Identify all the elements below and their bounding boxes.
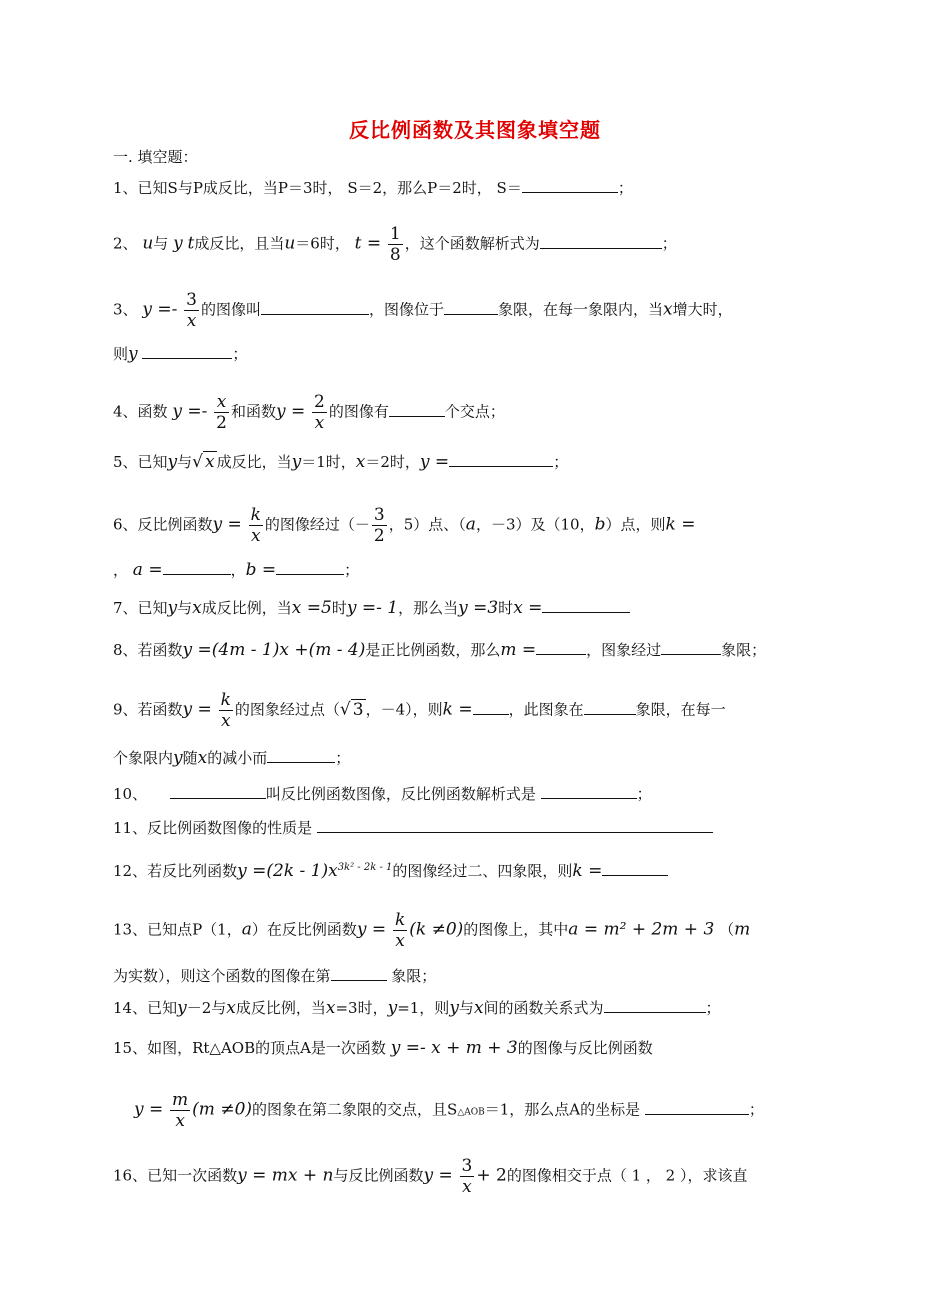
var-y: y xyxy=(167,598,178,618)
answer-blank xyxy=(317,816,713,833)
q1-end: ； xyxy=(617,179,633,197)
y-eq: y = xyxy=(423,1165,453,1186)
numerator: 2 xyxy=(314,392,325,412)
q7-text-f: 时 xyxy=(498,599,514,617)
answer-blank xyxy=(522,176,618,193)
q6-text-e: ）点，则 xyxy=(605,515,666,534)
q13-text-d: （ xyxy=(719,920,735,939)
q6-text-a: 6、反比例函数 xyxy=(113,515,213,534)
q3-text-d: 象限，在每一象限内，当 xyxy=(497,300,663,319)
q4-text-b: 和函数 xyxy=(230,402,276,421)
denominator: x xyxy=(250,526,261,546)
fraction-3-x xyxy=(460,1156,475,1197)
q14-text-c: 成反比例，当 xyxy=(235,999,326,1017)
answer-blank xyxy=(540,232,662,249)
plus-two: + 2 xyxy=(476,1165,507,1186)
fraction-1-8 xyxy=(388,224,403,265)
q14-text-a: 14、已知 xyxy=(113,999,178,1017)
var-a: a xyxy=(465,514,476,535)
question-16 xyxy=(113,1156,842,1197)
q15-text-b: 的图像与反比例函数 xyxy=(517,1039,653,1057)
area-subscript: △AOB xyxy=(457,1107,485,1118)
q9-text-c: ，－4），则 xyxy=(365,700,443,719)
answer-blank xyxy=(542,596,630,613)
a-eq: a = xyxy=(132,560,163,580)
question-13 xyxy=(113,910,842,951)
fraction-k-x xyxy=(393,910,407,951)
q10-end: ； xyxy=(636,785,652,803)
q4-text-c: 的图像有 xyxy=(328,402,389,421)
q9-text-d: ，此图象在 xyxy=(508,700,584,719)
var-y: y xyxy=(387,998,398,1018)
numerator: k xyxy=(394,910,406,930)
a-formula: a = m² + 2m + 3 xyxy=(568,919,715,940)
var-a: a xyxy=(241,919,252,940)
question-2 xyxy=(113,224,842,265)
fraction-m-x xyxy=(170,1090,190,1131)
k-eq: k = xyxy=(665,514,696,535)
q13-text-a: 13、已知点P（1， xyxy=(113,920,242,939)
q3-text-e: 增大时， xyxy=(672,300,733,319)
numerator: 1 xyxy=(389,224,401,244)
q7-text-d: 时 xyxy=(331,599,347,617)
answer-blank xyxy=(541,782,637,799)
q6-end: ； xyxy=(344,561,360,579)
question-15-cont xyxy=(134,1090,842,1131)
q12-exponent: 3k² - 2k - 1 xyxy=(337,862,393,873)
numerator: 3 xyxy=(461,1156,473,1176)
numerator: 3 xyxy=(186,290,197,310)
answer-blank xyxy=(536,638,586,655)
numerator: x xyxy=(214,392,229,413)
var-y: y xyxy=(173,748,183,768)
question-9-cont xyxy=(113,746,842,770)
answer-blank xyxy=(267,746,335,763)
denominator: 2 xyxy=(216,413,227,433)
q5-text-c: 成反比，当 xyxy=(216,453,292,471)
q16-linear: y = mx + n xyxy=(237,1165,334,1186)
q8-text-d: 象限； xyxy=(721,641,767,659)
question-7 xyxy=(113,596,842,620)
q8-text-a: 8、若函数 xyxy=(113,641,183,659)
answer-blank xyxy=(661,638,721,655)
var-y: y xyxy=(449,998,459,1018)
question-3 xyxy=(113,290,842,331)
q5-end: ； xyxy=(553,453,569,471)
q4-text-d: 个交点； xyxy=(444,402,505,421)
page-title: 反比例函数及其图象填空题 xyxy=(349,118,601,142)
fraction-2-x xyxy=(312,392,327,433)
q14-text-e: =1，则 xyxy=(397,999,450,1017)
y-eq: y = xyxy=(212,514,242,535)
answer-blank xyxy=(389,400,445,417)
answer-blank xyxy=(170,782,266,799)
q5-text-e: ＝2时， xyxy=(365,453,420,471)
question-11 xyxy=(113,816,842,840)
q11-text-a: 11、反比例函数图像的性质是 xyxy=(113,819,313,837)
q9-text-h: 的减小而 xyxy=(207,749,268,767)
q7-text-e: ，那么当 xyxy=(398,599,459,617)
denominator: x xyxy=(314,413,325,433)
q6-text-g: ， xyxy=(230,561,246,579)
question-1 xyxy=(113,176,842,200)
q2-text-b: 与 xyxy=(153,234,169,253)
k-eq: k = xyxy=(442,699,473,720)
q13-text-e: 为实数），则这个函数的图像在第 xyxy=(113,967,331,985)
q14-text-g: 间的函数关系式为 xyxy=(483,999,604,1017)
q13-text-c: 的图像上，其中 xyxy=(463,920,569,939)
var-x: x xyxy=(355,452,366,472)
denominator: x xyxy=(175,1111,185,1131)
answer-blank xyxy=(584,698,636,715)
question-9 xyxy=(113,690,842,731)
answer-blank xyxy=(331,964,387,981)
var-y: y xyxy=(173,233,183,254)
q7-text-c: 成反比例，当 xyxy=(201,599,292,617)
var-x: x xyxy=(226,998,236,1018)
var-y: y xyxy=(128,344,138,364)
q1-text: 1、已知S与P成反比，当P＝3时， S＝2，那么P＝2时， S＝ xyxy=(113,179,522,197)
q15-linear: y =- x + m + 3 xyxy=(390,1038,518,1058)
q9-text-e: 象限，在每一 xyxy=(635,700,726,719)
question-6-cont xyxy=(113,558,842,582)
var-m: m xyxy=(734,919,751,940)
var-u: u xyxy=(142,233,154,254)
numerator: m xyxy=(172,1090,189,1110)
question-3-cont xyxy=(113,342,842,366)
q12-text-a: 12、若反比列函数 xyxy=(113,862,238,880)
q9-text-a: 9、若函数 xyxy=(113,700,183,719)
answer-blank xyxy=(163,558,231,575)
q8-text-b: 是正比例函数，那么 xyxy=(365,641,501,659)
fraction-k-x xyxy=(219,690,233,731)
q15-text-a: 15、如图，Rt△AOB的顶点A是一次函数 xyxy=(113,1039,386,1057)
question-10 xyxy=(113,782,842,806)
question-4 xyxy=(113,392,842,433)
var-u: u xyxy=(284,233,296,254)
answer-blank xyxy=(604,996,706,1013)
numerator: k xyxy=(220,690,231,710)
q5-text-a: 5、已知 xyxy=(113,453,168,471)
q7-text-a: 7、已知 xyxy=(113,599,168,617)
x-eq: x = xyxy=(513,598,543,618)
fraction-k-x xyxy=(249,505,263,546)
question-15 xyxy=(113,1036,842,1060)
y-eq-m1: y =- 1 xyxy=(346,598,399,618)
q3-text-c: ，图像位于 xyxy=(368,300,444,319)
q5-text-d: ＝1时， xyxy=(301,453,356,471)
denominator: x xyxy=(186,311,197,331)
var-y: y xyxy=(167,452,178,472)
q16-text-b: 与反比例函数 xyxy=(333,1166,424,1185)
y-eq: y = xyxy=(134,1099,164,1120)
var-y: y xyxy=(291,452,302,472)
y-eq-neg: y =- xyxy=(142,299,178,320)
question-8 xyxy=(113,638,842,662)
denominator: x xyxy=(220,711,231,731)
q3-end: ； xyxy=(232,345,248,363)
answer-blank xyxy=(261,298,369,315)
q6-text-b: 的图像经过（－ xyxy=(264,515,370,534)
var-x: x xyxy=(197,748,208,768)
answer-blank xyxy=(276,558,344,575)
denominator: 2 xyxy=(373,526,385,546)
q16-text-a: 16、已知一次函数 xyxy=(113,1166,238,1185)
var-b: b xyxy=(594,514,606,535)
denominator: x xyxy=(395,931,405,951)
y-eq: y = xyxy=(419,452,450,472)
q14-text-f: 与 xyxy=(458,999,474,1017)
y-eq-3: y =3 xyxy=(458,598,499,618)
q14-text-d: =3时， xyxy=(335,999,388,1017)
q9-text-f: 个象限内 xyxy=(113,749,174,767)
var-t: t xyxy=(187,233,195,254)
b-eq: b = xyxy=(245,560,277,580)
sqrt-3: √ 3 xyxy=(339,699,364,720)
y-eq: y = xyxy=(182,699,212,720)
answer-blank xyxy=(473,698,509,715)
q13-text-f: 象限； xyxy=(391,967,437,985)
answer-blank xyxy=(602,859,668,876)
q6-text-f: ， xyxy=(113,561,129,579)
q15-text-d: ＝1，那么点A的坐标是 xyxy=(484,1100,641,1119)
answer-blank xyxy=(449,450,553,467)
answer-blank xyxy=(444,298,498,315)
fraction-x-2 xyxy=(214,392,229,433)
section-heading: 一. 填空题： xyxy=(113,148,198,166)
t-eq: t = xyxy=(354,233,382,254)
y-eq: y = xyxy=(275,401,306,422)
var-x: x xyxy=(325,998,336,1018)
var-x: x xyxy=(192,598,202,618)
q12-function: y =(2k - 1)x xyxy=(237,861,338,881)
q2-text-c: 成反比，且当 xyxy=(194,234,285,253)
radicand: 3 xyxy=(352,699,364,720)
q13-text-b: ）在反比例函数 xyxy=(251,920,357,939)
radicand: x xyxy=(205,452,215,472)
q10-num: 10、 xyxy=(113,785,148,803)
denominator: x xyxy=(462,1177,472,1197)
q15-text-c: 的图象在第二象限的交点，且S xyxy=(252,1100,458,1119)
q3-num: 3、 xyxy=(113,300,138,319)
q12-text-b: 的图像经过二、四象限，则 xyxy=(392,862,573,880)
numerator: k xyxy=(250,505,261,525)
k-eq: k = xyxy=(572,861,603,881)
q14-text-b: －2与 xyxy=(186,999,227,1017)
answer-blank xyxy=(645,1098,749,1115)
q15-end: ； xyxy=(748,1100,764,1119)
m-eq: m = xyxy=(500,640,537,660)
q2-text-e: ，这个函数解析式为 xyxy=(404,234,540,253)
q8-function: y =(4m - 1)x +(m - 4) xyxy=(182,640,366,660)
var-x: x xyxy=(662,299,673,320)
question-14 xyxy=(113,996,842,1020)
fraction-3-2 xyxy=(372,505,387,546)
x-eq-5: x =5 xyxy=(291,598,332,618)
q14-end: ； xyxy=(705,999,721,1017)
q3-text-f: 则 xyxy=(113,345,129,363)
answer-blank xyxy=(142,342,232,359)
q6-text-c: ，5）点、（ xyxy=(388,515,466,534)
question-13-cont xyxy=(113,964,842,988)
question-5 xyxy=(113,450,842,474)
q9-end: ； xyxy=(335,749,351,767)
question-12 xyxy=(113,856,842,883)
q6-text-d: ，－3）及（10， xyxy=(475,515,595,534)
var-x: x xyxy=(473,998,484,1018)
var-y: y xyxy=(177,998,187,1018)
q10-text-b: 叫反比例函数图像，反比例函数解析式是 xyxy=(265,785,536,803)
q7-text-b: 与 xyxy=(177,599,193,617)
q4-text-a: 4、函数 xyxy=(113,402,168,421)
sqrt-x: √ x xyxy=(192,452,215,472)
q5-text-b: 与 xyxy=(177,453,193,471)
denominator: 8 xyxy=(389,245,401,265)
m-not-zero: (m ≠0) xyxy=(192,1099,253,1120)
y-eq: y = xyxy=(356,919,387,940)
q3-text-b: 的图像叫 xyxy=(200,300,261,319)
y-eq-neg: y =- xyxy=(172,401,208,422)
k-not-zero: (k ≠0) xyxy=(409,919,464,940)
question-6 xyxy=(113,505,842,546)
q2-end: ； xyxy=(661,234,677,253)
fraction-3-x xyxy=(184,290,199,331)
q2-num: 2、 xyxy=(113,234,138,253)
q16-text-c: 的图像相交于点（ 1 ， 2 ），求该直 xyxy=(506,1166,748,1185)
numerator: 3 xyxy=(373,505,385,525)
q2-text-d: ＝6时， xyxy=(295,234,350,253)
q9-text-b: 的图象经过点（ xyxy=(234,700,340,719)
q8-text-c: ，图象经过 xyxy=(586,641,662,659)
q9-text-g: 随 xyxy=(182,749,198,767)
